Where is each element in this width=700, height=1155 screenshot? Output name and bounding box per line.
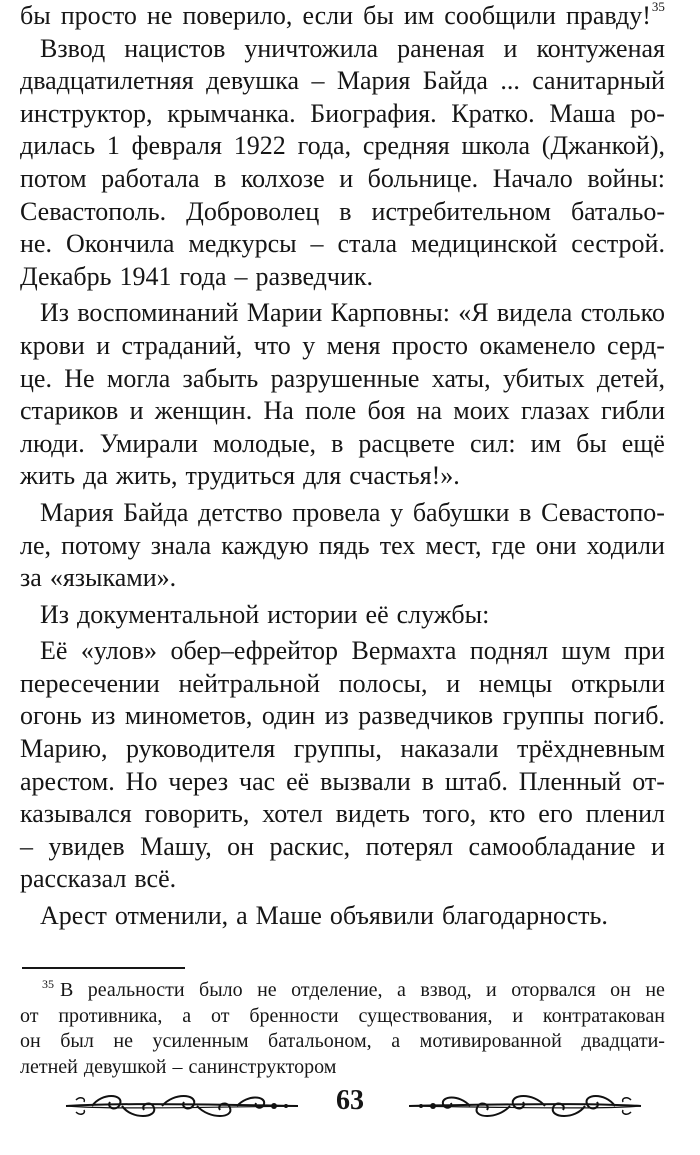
word: разрушенные <box>270 363 420 393</box>
text-line <box>20 297 665 330</box>
text-line <box>20 428 665 461</box>
word: средняя <box>362 131 450 161</box>
word: сообщили <box>444 1 556 30</box>
word: санинструктором <box>188 1055 337 1078</box>
word: убитых <box>502 363 585 393</box>
text-line <box>20 330 665 363</box>
text-line <box>20 668 665 701</box>
word: арестом. <box>20 766 115 796</box>
word: бренности <box>249 1004 339 1027</box>
word: Машу, <box>140 831 212 861</box>
word: двадцатилетняя <box>20 66 194 96</box>
word: Арест <box>40 901 107 931</box>
word: жить, <box>115 461 178 491</box>
word: руководителя <box>125 734 276 764</box>
footnote-separator <box>22 967 185 969</box>
word: потом <box>20 163 87 193</box>
word: говорить, <box>144 799 250 829</box>
word: оторвался <box>511 979 596 1001</box>
word: штаб. <box>444 766 508 796</box>
word: самообладание <box>468 831 636 861</box>
word: и <box>503 33 518 63</box>
word: провела <box>292 497 381 527</box>
text-line <box>20 196 665 229</box>
flourish-divider-icon <box>62 1088 302 1124</box>
word: её <box>286 766 310 796</box>
word: разведчик. <box>255 261 373 291</box>
word: крови <box>20 330 85 360</box>
word: им <box>403 1 435 30</box>
word: Марии <box>246 298 323 328</box>
word: а <box>182 1004 192 1027</box>
word: войны: <box>587 163 665 193</box>
word: полосы, <box>338 668 428 698</box>
word: бы <box>363 1 394 30</box>
word: Биография. <box>310 98 437 128</box>
text-line <box>20 363 665 396</box>
word: а <box>236 901 248 931</box>
word: службы: <box>396 599 490 629</box>
word: из <box>324 701 349 731</box>
word: школа <box>461 131 530 161</box>
word: детей, <box>596 363 665 393</box>
word: 1922 <box>233 131 286 161</box>
word: страданий, <box>121 330 243 360</box>
word: ле, <box>20 530 52 560</box>
word: казывался <box>20 799 132 829</box>
word: меня <box>326 330 381 360</box>
word: контуженая <box>536 33 665 63</box>
word: группы, <box>293 734 382 764</box>
text-line <box>20 33 665 66</box>
word: был <box>60 1030 94 1052</box>
word: вызвали <box>320 766 411 796</box>
word: он <box>20 1030 41 1052</box>
word: женщин. <box>154 396 253 426</box>
word: нейтральной <box>178 668 320 698</box>
word: бабушки <box>412 497 510 527</box>
word: детство <box>198 497 283 527</box>
word: один <box>261 701 316 731</box>
word: Севастопо- <box>541 497 665 527</box>
word: группы <box>502 701 585 731</box>
word: обер–ефрейтор <box>170 636 339 666</box>
word: февраля <box>131 131 222 161</box>
word: – <box>172 1055 183 1078</box>
word: це. <box>20 363 52 393</box>
word: контратакован <box>542 1004 665 1027</box>
word: уничтожила <box>244 33 379 63</box>
word: Кратко. <box>451 98 535 128</box>
word: не. <box>20 229 52 259</box>
word: истребительном <box>371 196 551 226</box>
text-line <box>20 65 665 98</box>
word: документальной <box>77 599 260 629</box>
word: – <box>234 261 248 291</box>
word: что <box>253 330 291 360</box>
text-line <box>20 900 665 933</box>
text-line <box>20 700 665 733</box>
word: ходили <box>586 530 665 560</box>
word: и <box>129 396 144 426</box>
footnote-line <box>20 978 665 1004</box>
word: того, <box>422 799 477 829</box>
word: могла <box>106 363 171 393</box>
footnote-line <box>20 1004 665 1030</box>
word: трудиться <box>185 461 296 491</box>
word: Маша <box>549 98 616 128</box>
word: Начало <box>492 163 573 193</box>
word: хаты, <box>431 363 491 393</box>
page-footer <box>0 1084 700 1144</box>
word: знала <box>150 530 212 560</box>
word: в <box>339 196 352 226</box>
text-line <box>20 130 665 163</box>
word: разведчиков <box>358 701 494 731</box>
word: в <box>331 428 344 458</box>
word: правду!$^{35}$ <box>565 0 665 30</box>
word: Карповны: <box>330 298 450 328</box>
word: наказали <box>400 734 499 764</box>
text-line <box>20 395 665 428</box>
word: Из <box>40 599 70 629</box>
word: батальоном, <box>268 1030 372 1052</box>
word: в <box>421 766 434 796</box>
word: её <box>365 599 389 629</box>
word: поднял <box>469 636 549 666</box>
word: и <box>339 163 354 193</box>
text-line <box>20 163 665 196</box>
word: работала <box>101 163 200 193</box>
footnote-line <box>20 1055 665 1081</box>
word: года, <box>297 131 352 161</box>
word: в <box>214 163 227 193</box>
word: двадцати- <box>581 1030 665 1052</box>
word: «Я <box>458 298 489 328</box>
word: пядь <box>318 530 370 560</box>
word: стала <box>337 229 398 259</box>
word: огонь <box>20 701 82 731</box>
word <box>42 978 73 1004</box>
word: потому <box>61 530 141 560</box>
word: Доброволец <box>186 196 320 226</box>
word: На <box>263 396 294 426</box>
footnote-number: 35 <box>42 977 54 991</box>
word: жить <box>20 461 76 491</box>
word: Пленный <box>518 766 622 796</box>
word: отменили, <box>114 901 229 931</box>
word: Севастополь. <box>20 196 167 226</box>
word: Мария <box>336 66 411 96</box>
word: Декабрь <box>20 261 112 291</box>
page-number: 63 <box>336 1085 364 1116</box>
text-line <box>20 261 665 294</box>
word: Взвод <box>40 33 106 63</box>
word: немцы <box>478 668 553 698</box>
word: Из <box>40 298 70 328</box>
word: воспоминаний <box>77 298 239 328</box>
footnote-reference[interactable]: 35 <box>651 0 665 14</box>
word: Окончила <box>65 229 175 259</box>
word: реальности <box>87 979 185 1001</box>
word: в <box>519 497 532 527</box>
word: забыть <box>182 363 259 393</box>
word: гибли <box>600 396 665 426</box>
flourish-divider-icon <box>405 1088 645 1124</box>
word: Байда <box>123 497 189 527</box>
word: видела <box>496 298 573 328</box>
word: Маше <box>255 901 322 931</box>
word: где <box>491 530 526 560</box>
word: всё. <box>134 864 177 894</box>
word: ... <box>500 66 520 96</box>
text-line <box>20 798 665 831</box>
word: Мария <box>40 497 114 527</box>
word: из <box>91 701 116 731</box>
word: да <box>83 461 108 491</box>
word: пленил <box>585 799 665 829</box>
word: усиленным <box>152 1030 249 1052</box>
word: столько <box>580 298 665 328</box>
word: для <box>303 461 342 491</box>
word: бы <box>576 428 607 458</box>
word: инструктор, <box>20 98 153 128</box>
word: мест, <box>425 530 482 560</box>
word: и <box>651 831 665 861</box>
text-line <box>20 497 665 530</box>
word: они <box>535 530 577 560</box>
word: 1941 <box>119 261 172 291</box>
word: раненая <box>397 33 485 63</box>
word: просто <box>391 330 468 360</box>
word: трёхдневным <box>516 734 665 764</box>
word: он <box>610 979 631 1001</box>
word: увидев <box>48 831 125 861</box>
word: он <box>227 831 255 861</box>
word: «улов» <box>80 636 157 666</box>
word: потерял <box>365 831 454 861</box>
word: видеть <box>335 799 410 829</box>
word: поле <box>305 396 357 426</box>
word: им <box>530 428 562 458</box>
word: Марию, <box>20 734 108 764</box>
word: кто <box>489 799 526 829</box>
word: серд- <box>606 330 665 360</box>
word: Вермахта <box>351 636 457 666</box>
main-text <box>20 0 665 933</box>
word: крымчанка. <box>167 98 296 128</box>
word: – <box>310 229 324 259</box>
word: его <box>538 799 573 829</box>
word: открыли <box>570 668 665 698</box>
text-line <box>20 228 665 261</box>
word: было <box>199 979 243 1001</box>
word: «языками». <box>49 563 177 593</box>
word: санитарный <box>532 66 665 96</box>
text-line <box>20 863 665 896</box>
word: противника, <box>58 1004 163 1027</box>
word: и <box>446 668 461 698</box>
word: а <box>397 979 406 1001</box>
text-line <box>20 460 665 493</box>
word-text: В <box>60 979 74 1001</box>
word: раскис, <box>269 831 351 861</box>
word: колхозе <box>240 163 325 193</box>
word: медицинской <box>411 229 558 259</box>
word: благодарность. <box>441 901 608 931</box>
word: нацистов <box>124 33 226 63</box>
word: Не <box>64 363 95 393</box>
word: если <box>302 1 354 30</box>
text-line <box>20 599 665 632</box>
word: больнице. <box>367 163 479 193</box>
word: через <box>168 766 229 796</box>
word: существования, <box>358 1004 493 1027</box>
text-line <box>20 635 665 668</box>
word: пересечении <box>20 668 160 698</box>
word: (Джанкой), <box>541 131 665 161</box>
word: отделение, <box>291 979 383 1001</box>
word: Умирали <box>99 428 198 458</box>
word: и <box>486 979 497 1001</box>
word: у <box>302 330 316 360</box>
word: девушка <box>206 66 300 96</box>
word: – <box>311 66 325 96</box>
word: за <box>20 563 42 593</box>
word: летней <box>20 1055 78 1078</box>
text-line <box>20 530 665 563</box>
word: ещё <box>621 428 665 458</box>
footnote <box>20 978 665 1080</box>
word: глазах <box>520 396 590 426</box>
word: ро- <box>630 98 665 128</box>
word: не <box>257 979 277 1001</box>
word: поверило, <box>182 1 293 30</box>
word: года <box>179 261 227 291</box>
word: не <box>113 1030 133 1052</box>
word: не <box>645 979 665 1001</box>
text-line <box>20 0 665 33</box>
word: – <box>20 831 33 861</box>
text-line <box>20 831 665 864</box>
word: взвод, <box>420 979 472 1001</box>
word: от <box>20 1004 39 1027</box>
word: каждую <box>221 530 309 560</box>
word: дилась <box>20 131 96 161</box>
word: тех <box>379 530 416 560</box>
word: от- <box>632 766 665 796</box>
word: расцвете <box>358 428 455 458</box>
word: люди. <box>20 428 85 458</box>
word: боя <box>367 396 406 426</box>
footnote-line <box>20 1029 665 1055</box>
text-line <box>20 98 665 131</box>
word: моих <box>453 396 510 426</box>
word: при <box>624 636 665 666</box>
word: стариков <box>20 396 119 426</box>
word: окаменело <box>479 330 596 360</box>
word: Байда <box>422 66 488 96</box>
word: истории <box>267 599 358 629</box>
word: счастья!». <box>349 461 460 491</box>
word: девушкой <box>83 1055 167 1078</box>
word: а <box>391 1030 401 1052</box>
word: рассказал <box>20 864 127 894</box>
word: молодые, <box>212 428 317 458</box>
word: не <box>146 1 173 30</box>
word: погиб. <box>593 701 665 731</box>
word: сил: <box>469 428 516 458</box>
word: шум <box>561 636 611 666</box>
word: у <box>390 497 404 527</box>
word: сестрой. <box>571 229 665 259</box>
word: хотел <box>262 799 323 829</box>
word: и <box>96 330 111 360</box>
word: 1 <box>106 131 120 161</box>
word: медкурсы <box>188 229 297 259</box>
word: Её <box>40 636 68 666</box>
text-line <box>20 562 665 595</box>
word: просто <box>60 1 137 30</box>
word: час <box>239 766 276 796</box>
word: и <box>512 1004 524 1027</box>
text-line <box>20 766 665 799</box>
word: от <box>210 1004 230 1027</box>
word: объявили <box>329 901 434 931</box>
word: Но <box>125 766 158 796</box>
word: бы <box>20 1 51 30</box>
word: батальо- <box>570 196 665 226</box>
word: на <box>416 396 442 426</box>
word: мотивированной <box>419 1030 562 1052</box>
text-line <box>20 733 665 766</box>
word: минометов, <box>124 701 253 731</box>
